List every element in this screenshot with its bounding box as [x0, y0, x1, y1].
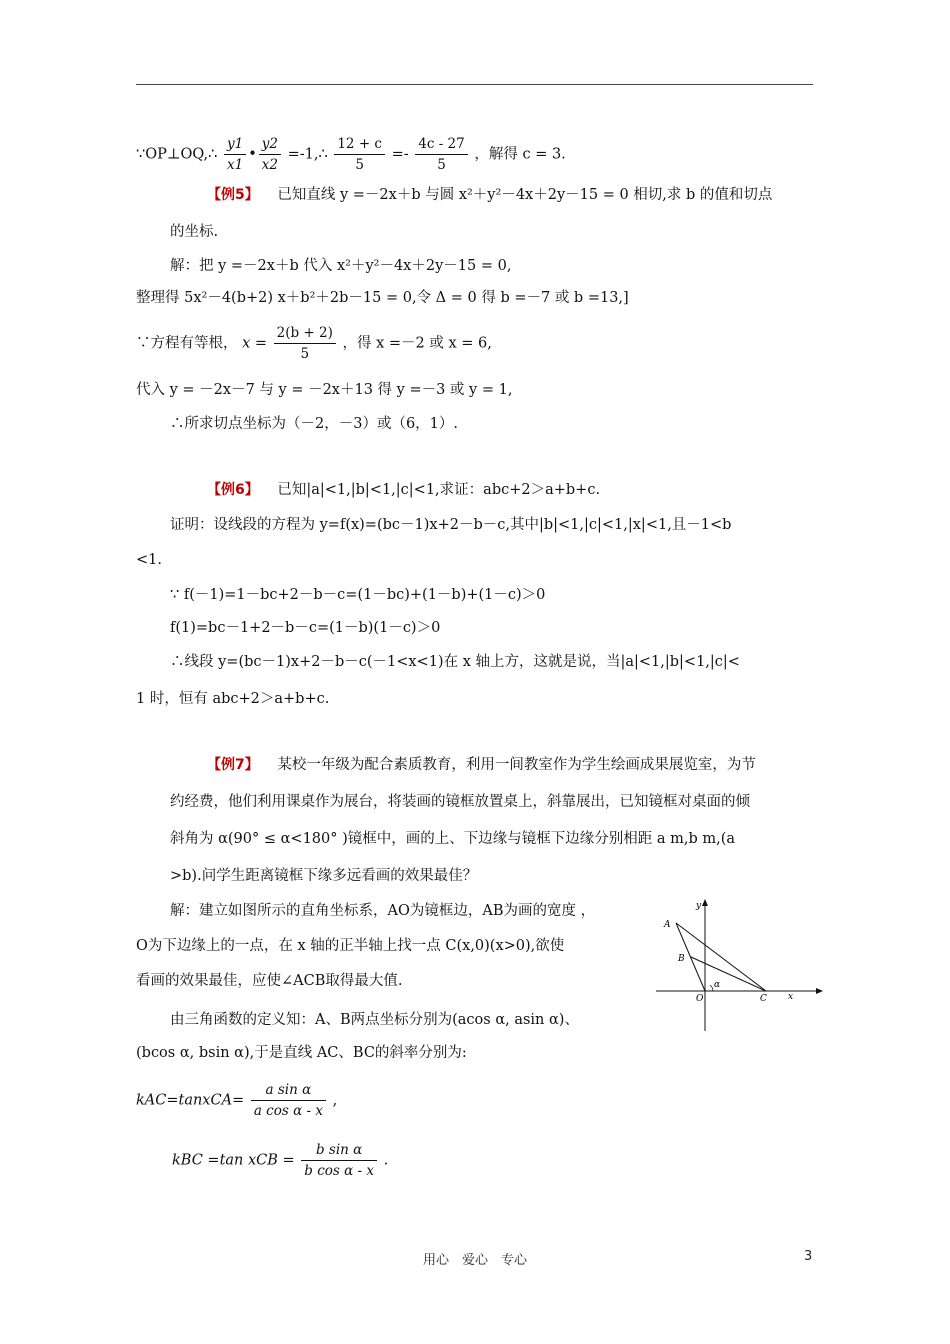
kbc-label: kBC =tan xCB =	[172, 1152, 295, 1169]
page-footer: 用心 爱心 专心	[422, 1253, 527, 1268]
y-axis-arrow	[702, 899, 708, 906]
ex7-line8: 由三角函数的定义知：A、B两点坐标分别为(acos α, asin α)、	[170, 1012, 579, 1028]
ex7-problem: 某校一年级为配合素质教育，利用一间教室作为学生绘画成果展览室，为节	[277, 757, 756, 773]
kac-label: kAC=tanxCA=	[136, 1092, 245, 1109]
ex7-line5: 解：建立如图所示的直角坐标系，AO为镜框边，AB为画的宽度 ，	[170, 903, 596, 919]
label-alpha: α	[714, 980, 721, 990]
ex5-tag: 【例5】	[207, 187, 259, 203]
kac-end: ,	[332, 1092, 338, 1109]
ex5-roots: ，得 x =－2 或 x = 6,	[342, 335, 492, 352]
ex5-line6: 代入 y = －2x－7 与 y = －2x＋13 得 y =－3 或 y = 1,	[136, 382, 513, 398]
ex5-line3: 解：把 y =－2x＋b 代入 x²＋y²－4x＋2y－15 = 0,	[170, 258, 512, 274]
label-O: O	[696, 994, 704, 1004]
kac-formula	[136, 1082, 337, 1119]
eq-minus-one: =-1,∴	[287, 146, 328, 163]
label-A: A	[664, 920, 671, 930]
page-number: 3	[804, 1249, 813, 1264]
header-rule	[136, 84, 813, 85]
ex5-line4: 整理得 5x²－4(b+2) x＋b²＋2b－15 = 0,令 Δ = 0 得 b =－7 或 b =13,]	[136, 290, 629, 306]
ex5-line2: 的坐标.	[170, 224, 219, 240]
ex6-line4: ∵ f(－1)=1－bc+2－b－c=(1－bc)+(1－b)+(1－c)＞0	[170, 587, 546, 603]
frac-y2-x2: $\frac{y2}{x2}$	[259, 136, 281, 173]
x-axis-arrow	[816, 988, 823, 994]
frac-2b2-5: $\frac{2(b + 2)}{5}$	[274, 325, 336, 362]
ex5-x-eq: x =	[242, 335, 268, 352]
kbc-end: .	[383, 1152, 389, 1169]
frac-4c-27: $\frac{4c - 27}{5}$	[415, 136, 467, 173]
ex6-line7: 1 时，恒有 abc+2＞a+b+c.	[136, 691, 330, 707]
ex7-line9: (bcos α, bsin α),于是直线 AC、BC的斜率分别为:	[136, 1045, 467, 1061]
ex7-line4: >b).问学生距离镜框下缘多远看画的效果最佳？	[170, 868, 478, 884]
ex6-line6: ∴线段 y=(bc－1)x+2－b－c(－1<x<1)在 x 轴上方，这就是说，当|a|<1,|b|<1,|c|<	[170, 654, 740, 670]
op-oq-text: ∵OP⊥OQ,∴	[136, 146, 218, 163]
alpha-arc	[710, 985, 713, 991]
frac-y1-x1: $\frac{y1}{x1}$	[224, 136, 246, 173]
segment-AC	[676, 923, 766, 991]
ex5-problem: 已知直线 y =－2x＋b 与圆 x²＋y²－4x＋2y－15 = 0 相切,求 b 的值和切点	[277, 187, 773, 203]
ex5-line5	[136, 325, 492, 362]
ex7-tag: 【例7】	[207, 757, 259, 773]
label-C: C	[760, 994, 767, 1004]
coordinate-diagram	[656, 897, 826, 1033]
ex6-line5: f(1)=bc－1+2－b－c=(1－b)(1－c)＞0	[170, 620, 441, 636]
solve-c-text: ，解得 c = 3.	[474, 146, 566, 163]
frac-12-c: $\frac{12 + c}{5}$	[334, 136, 385, 173]
frac-kbc: $\frac{\text{b sin α}}{\text{b cos α - x}}$	[301, 1142, 377, 1179]
op-oq-line: ∵OP⊥OQ,∴ $\frac{y1}{x1}$ • $\frac{y2}{x2}$ =-1,∴ $\frac{12 + c}{5}$ =- $\frac{4c - 27}{5}$ ，解得 c = 3.	[136, 136, 566, 173]
ex7-line2: 约经费，他们利用课桌作为展台，将装画的镜框放置桌上，斜靠展出，已知镜框对桌面的倾	[170, 794, 750, 810]
ex6-problem: 已知|a|<1,|b|<1,|c|<1,求证：abc+2＞a+b+c.	[277, 482, 601, 498]
label-y: y	[696, 901, 702, 911]
ex7-line7: 看画的效果最佳，应使∠ACB取得最大值.	[136, 973, 403, 989]
kbc-formula	[172, 1142, 388, 1179]
label-x: x	[788, 992, 794, 1002]
ex7-line6: O为下边缘上的一点，在 x 轴的正半轴上找一点 C(x,0)(x>0),欲使	[136, 938, 565, 954]
ex6-line2: 证明：设线段的方程为 y=f(x)=(bc－1)x+2－b－c,其中|b|<1,|c|<1,|x|<1,且－1<b	[170, 517, 732, 533]
label-B: B	[678, 954, 685, 964]
ex7-line3: 斜角为 α(90° ≤ α<180° )镜框中，画的上、下边缘与镜框下边缘分别相距 a m,b m,(a	[170, 831, 736, 847]
frac-kac: $\frac{\text{a sin α}}{\text{a cos α - x}}$	[251, 1082, 326, 1119]
ex5-equal-roots: ∵方程有等根，	[136, 335, 238, 352]
ex6-tag: 【例6】	[207, 482, 259, 498]
ex5-line7: ∴所求切点坐标为（－2，－3）或（6，1）.	[170, 416, 459, 432]
ex5-line1	[207, 185, 772, 205]
eq-minus: =-	[391, 146, 409, 163]
ex6-line1	[207, 480, 600, 500]
ex7-line1	[207, 755, 756, 775]
ex6-line3: <1.	[136, 552, 162, 568]
